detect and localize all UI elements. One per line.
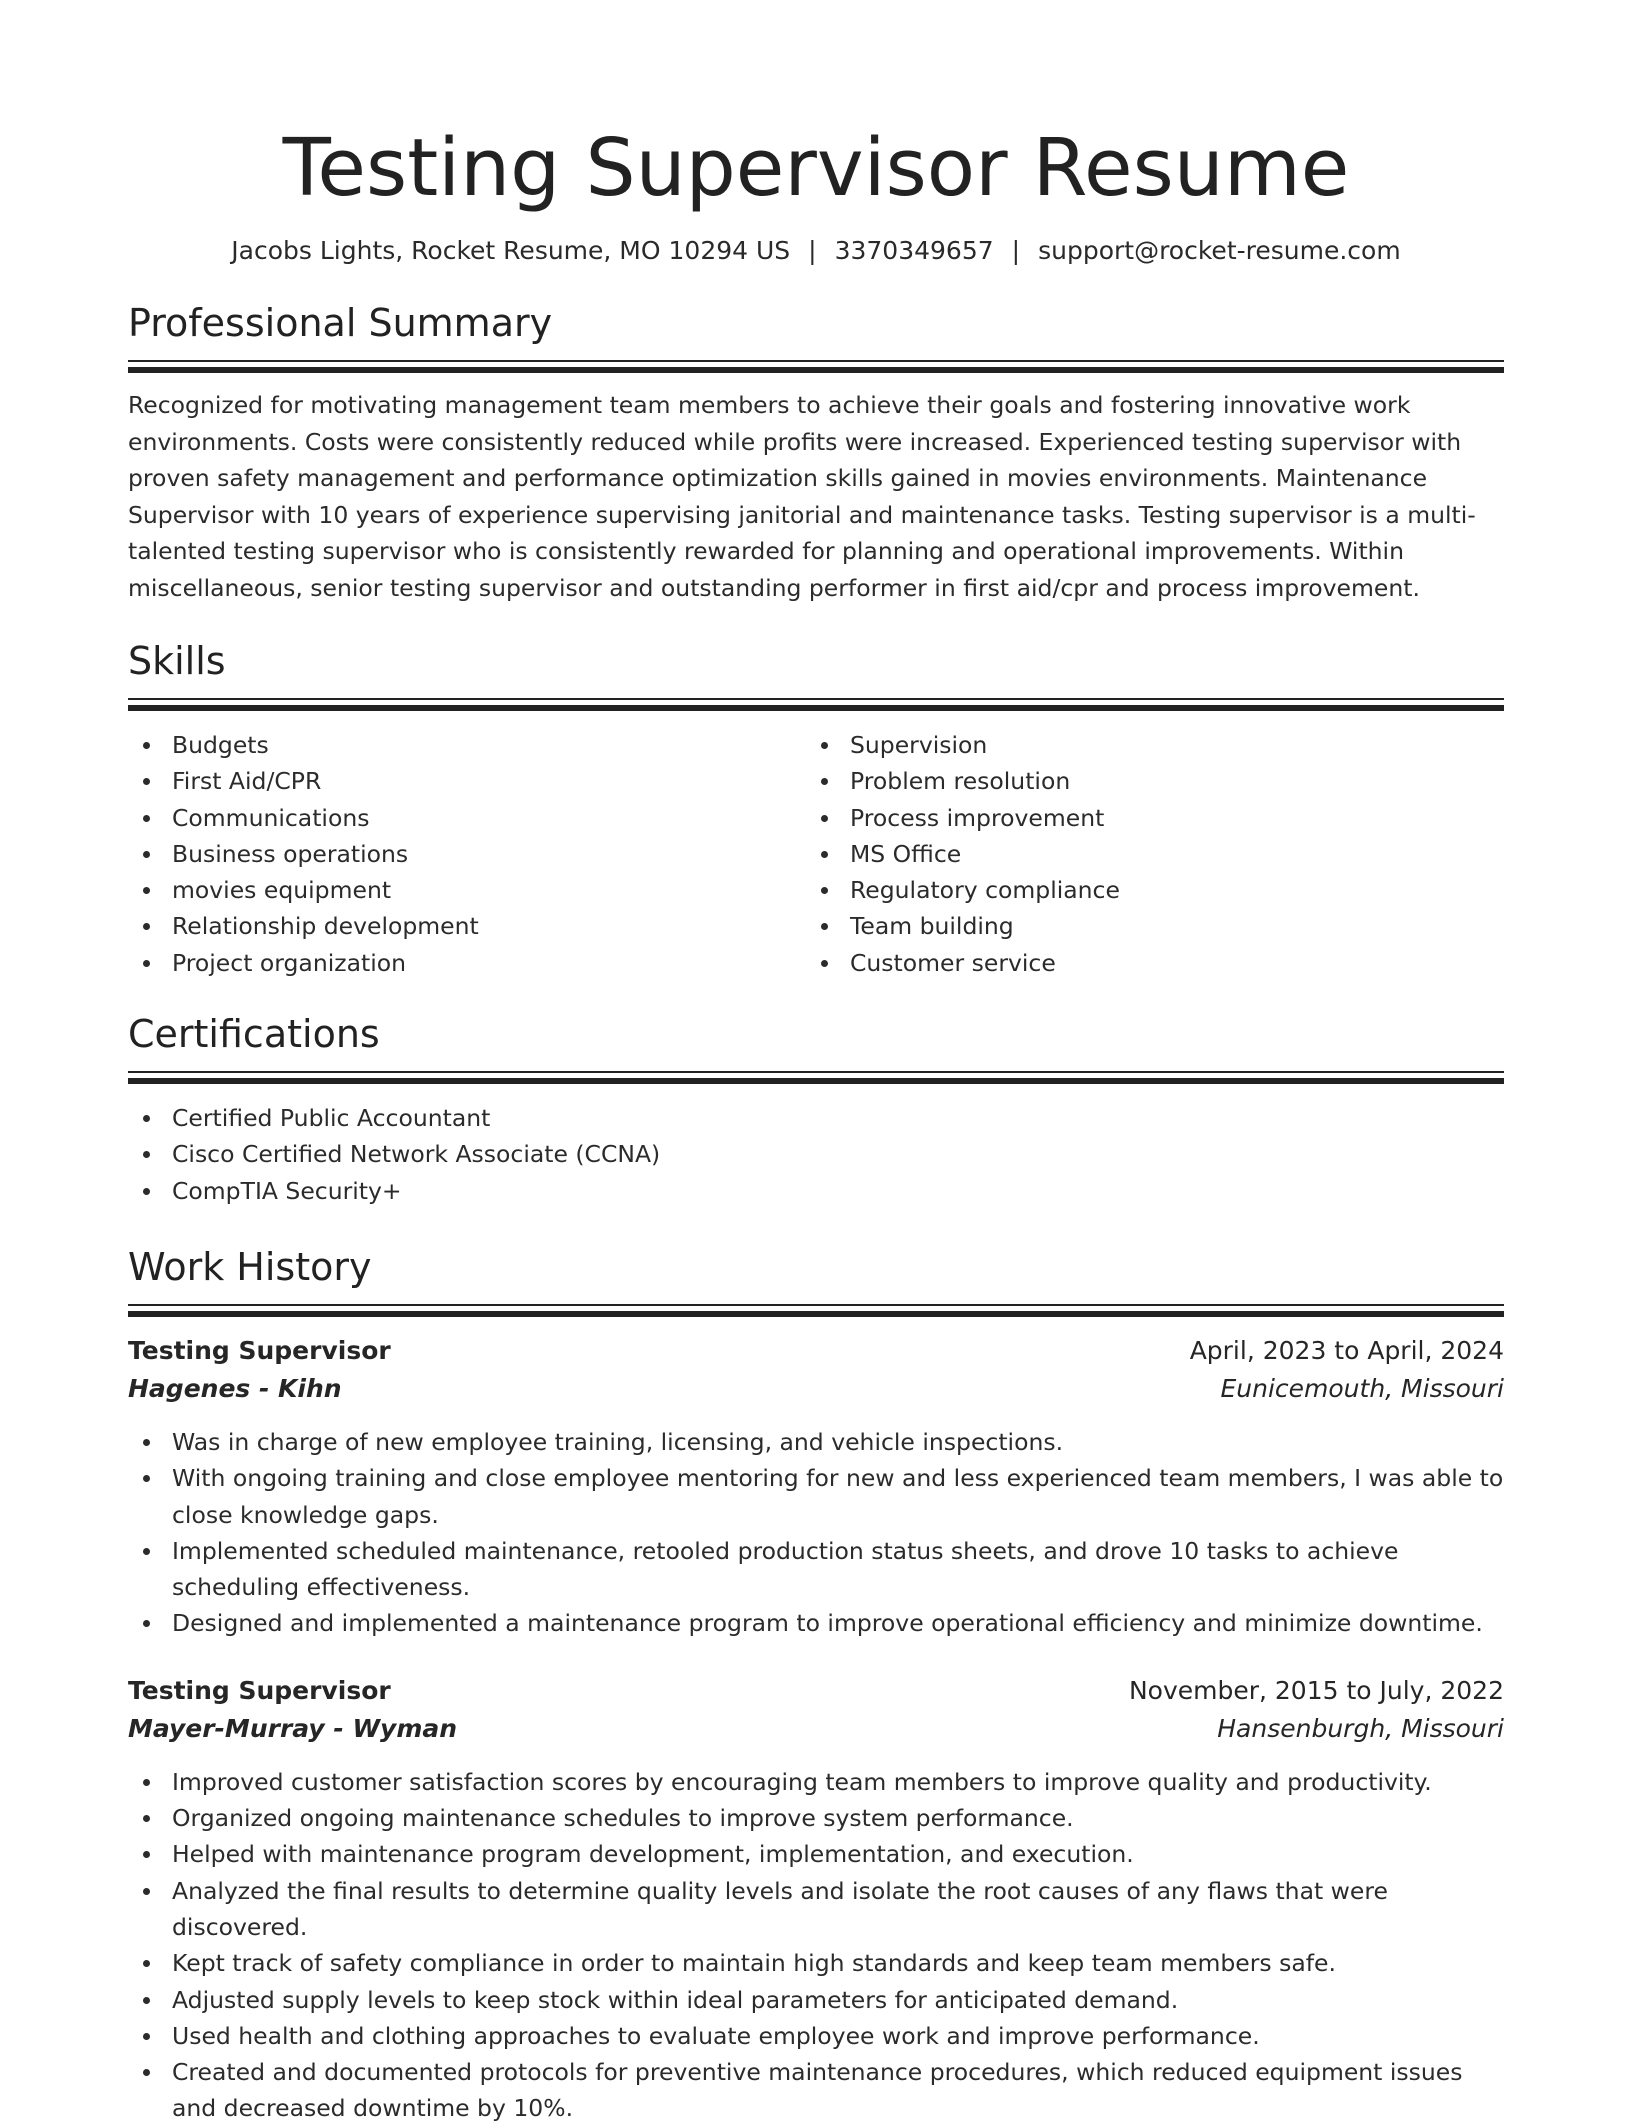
section-rule-thick [128, 1311, 1504, 1317]
job-bullet [128, 1873, 1504, 1946]
certification-item [128, 1100, 1504, 1136]
job-entry [128, 1332, 1504, 1642]
job-entry [128, 1672, 1504, 2127]
certification-item [128, 1173, 1504, 1209]
bullet-icon [821, 815, 828, 822]
section-rule-thin [128, 1071, 1504, 1073]
bullet-icon [143, 2069, 150, 2076]
bullet-icon [143, 1151, 150, 1158]
skill-item-text: First Aid/CPR [172, 767, 322, 796]
job-bullet-text: Adjusted supply levels to keep stock within ideal parameters for anticipated demand. [172, 1985, 1179, 2014]
job-bullet [128, 1533, 1504, 1606]
job-location: Eunicemouth, Missouri [1220, 1373, 1504, 1403]
certification-item-text: Cisco Certified Network Associate (CCNA) [172, 1140, 661, 1169]
job-location: Hansenburgh, Missouri [1217, 1713, 1504, 1743]
bullet-icon [143, 1115, 150, 1122]
bullet-icon [821, 960, 828, 967]
job-title: Testing Supervisor [128, 1335, 391, 1365]
skill-item [806, 727, 1484, 763]
section-rule-thick [128, 367, 1504, 373]
job-bullet-text: With ongoing training and close employee mentoring for new and less experienced team members, I was able to close knowledge gaps. [172, 1464, 1504, 1529]
summary-section [128, 298, 1504, 606]
bullet-icon [821, 887, 828, 894]
contact-phone: 3370349657 [834, 236, 994, 265]
skills-grid [128, 727, 1504, 981]
skill-item-text: Problem resolution [850, 767, 1071, 796]
skill-item [128, 727, 806, 763]
job-company: Hagenes - Kihn [128, 1373, 342, 1403]
skill-item [128, 763, 806, 799]
job-bullet-text: Used health and clothing approaches to evaluate employee work and improve performance. [172, 2021, 1260, 2050]
section-heading-work-history: Work History [128, 1244, 372, 1289]
certifications-section [128, 1009, 1504, 1209]
bullet-icon [821, 923, 828, 930]
skills-list-right [806, 727, 1484, 981]
job-bullet-list [128, 1764, 1504, 2127]
skill-item-text: Process improvement [850, 803, 1105, 832]
job-header-row [128, 1672, 1504, 1710]
job-bullet [128, 2018, 1504, 2054]
section-rule-thick [128, 705, 1504, 711]
skill-item-text: movies equipment [172, 876, 392, 905]
skill-item [128, 945, 806, 981]
bullet-icon [143, 815, 150, 822]
bullet-icon [143, 1888, 150, 1895]
job-company: Mayer-Murray - Wyman [128, 1713, 458, 1743]
section-heading-skills: Skills [128, 639, 226, 683]
job-title: Testing Supervisor [128, 1675, 391, 1705]
bullet-icon [143, 2033, 150, 2040]
job-bullet [128, 1764, 1504, 1800]
skill-item-text: MS Office [850, 839, 962, 868]
section-heading-summary: Professional Summary [128, 301, 553, 345]
skill-item [806, 800, 1484, 836]
skills-list-left [128, 727, 806, 981]
bullet-icon [821, 742, 828, 749]
skill-item-text: Budgets [172, 731, 269, 759]
job-bullet-text: Implemented scheduled maintenance, retooled production status sheets, and drove 10 tasks to achieve scheduling effectiveness. [172, 1536, 1399, 1602]
section-rule-thin [128, 1304, 1504, 1306]
skill-item [128, 872, 806, 908]
contact-address: Jacobs Lights, Rocket Resume, MO 10294 US [231, 236, 791, 265]
skill-item-text: Team building [850, 912, 1014, 941]
skill-item [128, 836, 806, 872]
skill-item [806, 836, 1484, 872]
contact-separator: | [808, 236, 817, 265]
skill-item [806, 763, 1484, 799]
skill-item [128, 908, 806, 944]
contact-separator: | [1011, 236, 1021, 265]
bullet-icon [143, 1815, 150, 1822]
skill-item [128, 800, 806, 836]
bullet-icon [143, 1620, 150, 1627]
skills-column-right [806, 727, 1484, 981]
section-rule-thin [128, 360, 1504, 362]
job-bullet [128, 1605, 1504, 1641]
skill-item-text: Supervision [850, 731, 988, 759]
skill-item-text: Regulatory compliance [850, 876, 1120, 905]
work-history-section [128, 1242, 1504, 2127]
bullet-icon [821, 851, 828, 858]
job-subheader-row [128, 1710, 1504, 1748]
bullet-icon [143, 1997, 150, 2004]
bullet-icon [143, 1188, 150, 1195]
certifications-list [128, 1100, 1504, 1209]
section-rule-thin [128, 698, 1504, 700]
certification-item-text: CompTIA Security+ [172, 1176, 402, 1205]
resume-page [128, 0, 1504, 2127]
bullet-icon [143, 1960, 150, 1967]
bullet-icon [143, 742, 150, 749]
certification-item [128, 1136, 1504, 1172]
skill-item-text: Business operations [172, 839, 409, 868]
skill-item [806, 872, 1484, 908]
bullet-icon [143, 1439, 150, 1446]
bullet-icon [821, 778, 828, 785]
bullet-icon [143, 887, 150, 894]
bullet-icon [143, 923, 150, 930]
skill-item [806, 908, 1484, 944]
job-bullet-list [128, 1424, 1504, 1642]
job-bullet-text: Was in charge of new employee training, licensing, and vehicle inspections. [172, 1427, 1064, 1456]
job-bullet-text: Organized ongoing maintenance schedules to improve system performance. [172, 1804, 1074, 1833]
job-bullet-text: Analyzed the final results to determine quality levels and isolate the root causes of any flaws that were discovered. [172, 1876, 1388, 1941]
job-bullet-text: Created and documented protocols for preventive maintenance procedures, which reduced equipment issues and decreased downtime by 10%. [172, 2058, 1463, 2123]
skill-item-text: Communications [172, 803, 370, 832]
job-bullet [128, 1800, 1504, 1836]
skills-column-left [128, 727, 806, 981]
bullet-icon [143, 1548, 150, 1555]
bullet-icon [143, 1851, 150, 1858]
job-bullet-text: Kept track of safety compliance in order to maintain high standards and keep team members safe. [172, 1949, 1336, 1978]
job-dates: April, 2023 to April, 2024 [1189, 1335, 1504, 1365]
job-bullet [128, 1945, 1504, 1981]
job-header-row [128, 1332, 1504, 1370]
job-dates: November, 2015 to July, 2022 [1128, 1675, 1504, 1705]
job-bullet-text: Designed and implemented a maintenance program to improve operational efficiency and minimize downtime. [172, 1609, 1483, 1638]
job-bullet [128, 1982, 1504, 2018]
skill-item [806, 945, 1484, 981]
bullet-icon [143, 851, 150, 858]
job-bullet-text: Helped with maintenance program development, implementation, and execution. [172, 1840, 1134, 1869]
job-bullet [128, 1836, 1504, 1872]
skill-item-text: Relationship development [172, 912, 479, 941]
section-heading-certifications: Certifications [128, 1012, 380, 1057]
contact-email: support@rocket-resume.com [1038, 236, 1401, 265]
job-bullet [128, 1424, 1504, 1460]
bullet-icon [143, 1475, 150, 1482]
bullet-icon [143, 1779, 150, 1786]
page-title: Testing Supervisor Resume [282, 122, 1350, 214]
job-bullet [128, 1460, 1504, 1533]
skill-item-text: Project organization [172, 948, 406, 977]
contact-line [128, 234, 1504, 268]
bullet-icon [143, 778, 150, 785]
bullet-icon [143, 960, 150, 967]
job-bullet [128, 2054, 1504, 2127]
section-rule-thick [128, 1078, 1504, 1084]
certification-item-text: Certified Public Accountant [172, 1104, 491, 1133]
summary-text: Recognized for motivating management team members to achieve their goals and fostering innovative work environments. Costs were consistently reduced while profits were increased. Experienced testing supervisor with proven safety management and performance optimization skills gained in movies environments. Maintenance Supervisor with 10 years of experience supervising janitorial and maintenance tasks. Testing supervisor is a multi-talented testing supervisor who is consistently rewarded for planning and operational improvements. Within miscellaneous, senior testing supervisor and outstanding performer in first aid/cpr and process improvement. [128, 391, 1476, 602]
job-bullet-text: Improved customer satisfaction scores by encouraging team members to improve quality and productivity. [172, 1767, 1432, 1796]
skill-item-text: Customer service [850, 948, 1056, 977]
skills-section [128, 636, 1504, 981]
job-subheader-row [128, 1370, 1504, 1408]
